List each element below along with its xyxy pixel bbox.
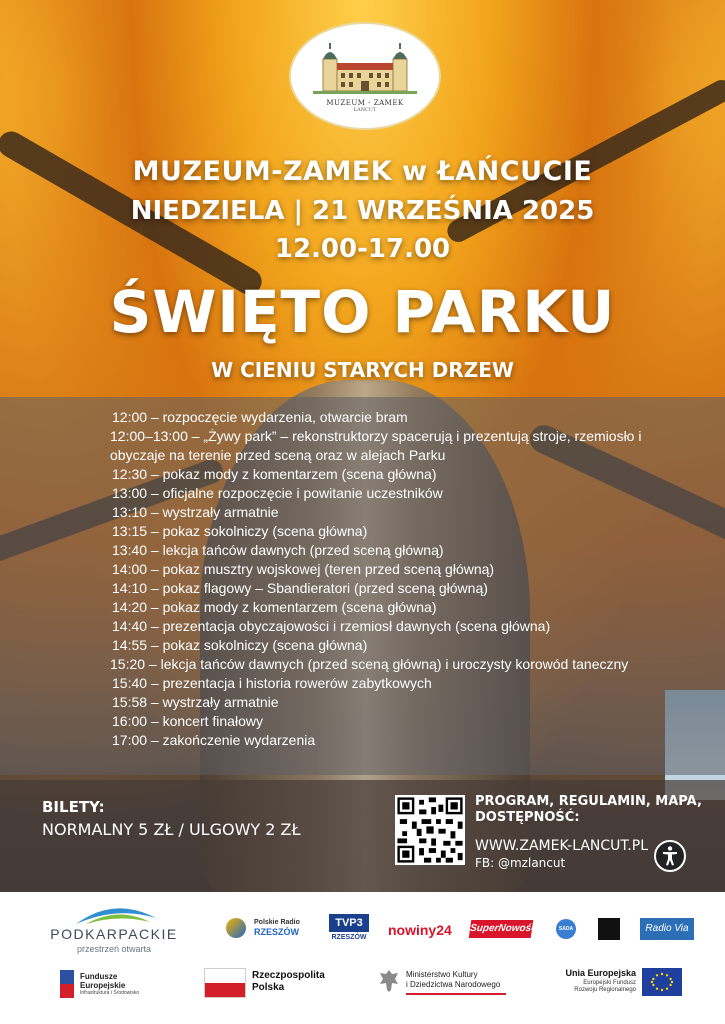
- schedule-item: 12:00–13:00 – „Żywy park” – rekonstruktorzy spacerują i prezentują stroje, rzemiosło i obyczaje na terenie przed sceną oraz w alejach Parku: [110, 428, 642, 463]
- schedule-list: [112, 408, 672, 750]
- sponsors-strip: [0, 892, 725, 1024]
- poland-flag-icon: [204, 968, 246, 998]
- polskie-radio-city: RZESZÓW: [254, 927, 299, 937]
- tvp3-city: RZESZÓW: [331, 934, 367, 941]
- schedule-item: 15:20 – lekcja tańców dawnych (przed sceną główną) i uroczysty korowód taneczny: [110, 656, 629, 672]
- info-heading: PROGRAM, REGULAMIN, MAPA, DOSTĘPNOŚĆ:: [475, 794, 702, 825]
- eagle-icon: [378, 968, 400, 994]
- polskie-radio-logo[interactable]: [226, 918, 306, 942]
- super-nowosci-logo[interactable]: SuperNowości: [469, 920, 534, 938]
- fundusze-europejskie-logo[interactable]: [60, 970, 150, 1002]
- ue-fund: [560, 980, 636, 994]
- schedule-item: 14:10 – pokaz flagowy – Sbandieratori (przed sceną główną): [112, 580, 488, 596]
- unia-europejska-logo[interactable]: [560, 968, 690, 1000]
- ministerstwo-underline: [406, 993, 506, 995]
- venue-heading: MUZEUM-ZAMEK w ŁAŃCUCIE: [132, 156, 593, 187]
- schedule-item: 14:40 – prezentacja obyczajowości i rzemiosł dawnych (scena główna): [112, 618, 551, 634]
- ministerstwo-logo[interactable]: [378, 968, 518, 1000]
- ue-label: Unia Europejska: [565, 968, 636, 978]
- rp-line1: Rzeczpospolita: [252, 970, 325, 981]
- fundusze-line1: Fundusze: [80, 972, 118, 981]
- schedule-item: 14:00 – pokaz musztry wojskowej (teren przed sceną główną): [112, 561, 495, 577]
- event-title: ŚWIĘTO PARKU: [109, 278, 616, 346]
- schedule-item: 15:58 – wystrzały armatnie: [112, 694, 279, 710]
- rzeczpospolita-label: [252, 970, 325, 994]
- fundusze-flag-icon: [60, 970, 74, 998]
- schedule-item: 13:40 – lekcja tańców dawnych (przed sceną główną): [112, 542, 444, 558]
- eu-flag-icon: [642, 968, 682, 996]
- tvp3-label: TVP3: [329, 914, 369, 932]
- ministerstwo-label: [406, 970, 500, 990]
- partner-black-logo-icon[interactable]: [598, 918, 620, 940]
- mk-line1: Ministerstwo Kultury: [406, 970, 478, 979]
- radio-via-logo[interactable]: Radio Via: [640, 918, 694, 940]
- podkarpackie-logo[interactable]: [46, 900, 182, 954]
- fundusze-label: [80, 972, 125, 990]
- fundusze-line2: Europejskie: [80, 981, 126, 990]
- podkarpackie-swoosh-icon: [46, 900, 182, 926]
- schedule-item: 16:00 – koncert finałowy: [112, 713, 263, 729]
- schedule-item: 14:20 – pokaz mody z komentarzem (scena główna): [112, 599, 437, 615]
- tickets-prices: NORMALNY 5 ZŁ / ULGOWY 2 ZŁ: [42, 820, 301, 839]
- nowiny24-logo[interactable]: nowiny24: [388, 922, 452, 938]
- podkarpackie-name: PODKARPACKIE: [50, 926, 178, 942]
- logo-title: MUZEUM - ZAMEK: [326, 99, 404, 107]
- polskie-radio-label: Polskie Radio: [254, 919, 300, 926]
- schedule-item: 12:30 – pokaz mody z komentarzem (scena główna): [112, 466, 437, 482]
- schedule-item: 15:40 – prezentacja i historia rowerów zabytkowych: [112, 675, 432, 691]
- qr-code-icon: [395, 795, 465, 865]
- rp-line2: Polska: [252, 982, 285, 993]
- qr-code[interactable]: [395, 795, 465, 865]
- mk-line2: i Dziedzictwa Narodowego: [406, 980, 501, 989]
- ue-line2: Europejski Fundusz: [583, 980, 636, 986]
- ue-line3: Rozwoju Regionalnego: [574, 987, 636, 993]
- website-link[interactable]: WWW.ZAMEK-LANCUT.PL: [475, 838, 649, 854]
- schedule-item: 13:10 – wystrzały armatnie: [112, 504, 279, 520]
- schedule-item: 12:00 – rozpoczęcie wydarzenia, otwarcie bram: [112, 409, 408, 425]
- time-heading: 12.00-17.00: [274, 234, 451, 264]
- podkarpackie-tagline: przestrzeń otwarta: [76, 944, 152, 954]
- castle-icon: [313, 41, 417, 97]
- tickets-heading: BILETY:: [42, 798, 105, 816]
- rzeczpospolita-logo[interactable]: [204, 968, 325, 1000]
- fundusze-program: Infrastruktura i Środowisko: [80, 990, 140, 996]
- sada-logo[interactable]: SADA: [556, 919, 576, 939]
- schedule-item: 13:15 – pokaz sokolniczy (scena główna): [112, 523, 368, 539]
- tvp3-logo[interactable]: [329, 914, 369, 944]
- museum-logo[interactable]: [289, 22, 441, 130]
- schedule-item: 14:55 – pokaz sokolniczy (scena główna): [112, 637, 368, 653]
- event-subtitle: W CIENIU STARYCH DRZEW: [211, 358, 514, 382]
- polskie-radio-icon: [226, 918, 246, 938]
- date-heading: NIEDZIELA | 21 WRZEŚNIA 2025: [130, 196, 595, 226]
- facebook-link[interactable]: FB: @mzlancut: [475, 856, 566, 870]
- schedule-item: 17:00 – zakończenie wydarzenia: [112, 732, 316, 748]
- schedule-item: 13:00 – oficjalne rozpoczęcie i powitanie uczestników: [112, 485, 443, 501]
- accessibility-icon[interactable]: [654, 840, 686, 872]
- logo-subtitle: ŁAŃCUT: [353, 107, 377, 113]
